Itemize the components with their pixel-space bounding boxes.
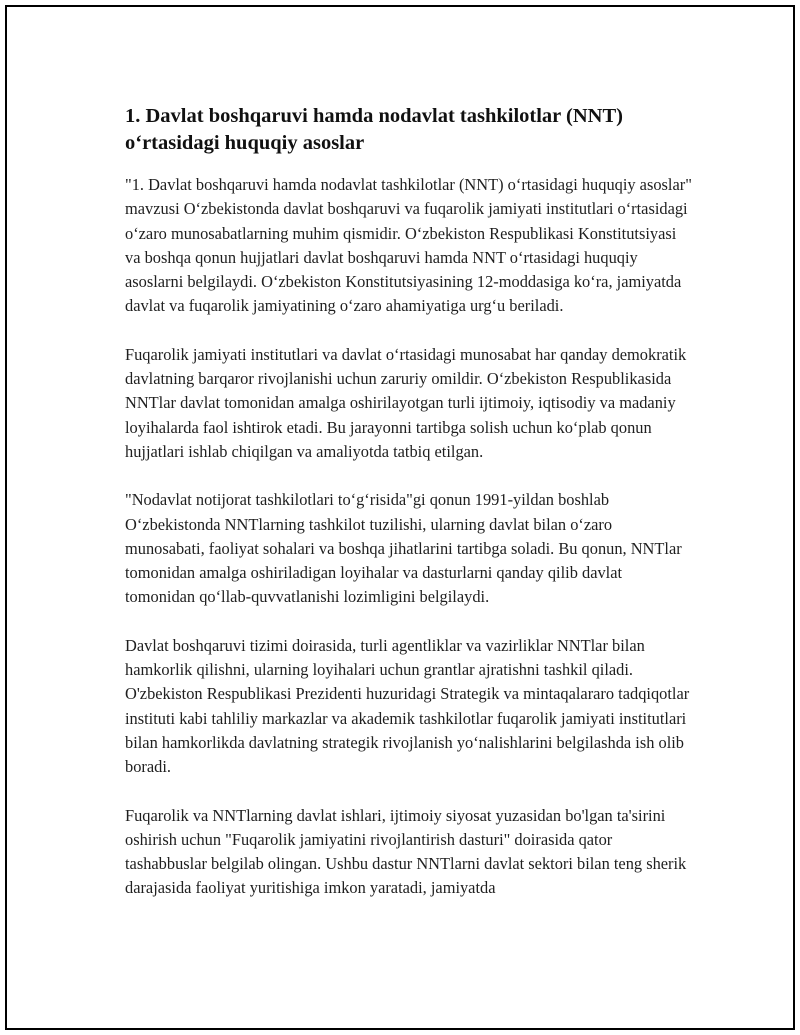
document-page [5,5,795,1030]
paragraph-5: Fuqarolik va NNTlarning davlat ishlari, ijtimoiy siyosat yuzasidan bo'lgan ta'sirini oshirish uchun "Fuqarolik jamiyatini rivojlantirish dasturi" doirasida qator tashabbuslar belgilab olingan. Ushbu dastur NNTlarni davlat sektori bilan teng sherik darajasida faoliyat yuritishiga imkon yaratadi, jamiyatda [125,805,687,898]
document-body [125,103,695,925]
document-heading: 1. Davlat boshqaruvi hamda nodavlat tashkilotlar (NNT) o‘rtasidagi huquqiy asoslar [125,105,623,154]
paragraph-1: "1. Davlat boshqaruvi hamda nodavlat tashkilotlar (NNT) o‘rtasidagi huquqiy asoslar" mavzusi O‘zbekistonda davlat boshqaruvi va fuqarolik jamiyati institutlari o‘rtasidagi o‘zaro munosabatlarning muhim qismidir. O‘zbekiston Respublikasi Konstitutsiyasi va boshqa qonun hujjatlari davlat boshqaruvi hamda NNT o‘rtasidagi huquqiy asoslarni belgilaydi. O‘zbekiston Konstitutsiyasining 12-moddasiga ko‘ra, jamiyatda davlat va fuqarolik jamiyatining o‘zaro ahamiyatiga urg‘u beriladi. [125,175,692,316]
paragraph-2: Fuqarolik jamiyati institutlari va davlat o‘rtasidagi munosabat har qanday demokratik davlatning barqaror rivojlanishi uchun zaruriy omildir. O‘zbekiston Respublikasida NNTlar davlat tomonidan amalga oshirilayotgan turli ijtimoiy, iqtisodiy va madaniy loyihalarda faol ishtirok etadi. Bu jarayonni tartibga solish uchun ko‘plab qonun hujjatlari ishlab chiqilgan va amaliyotda tatbiq etilgan. [125,344,687,461]
paragraph-4: Davlat boshqaruvi tizimi doirasida, turli agentliklar va vazirliklar NNTlar bilan hamkorlik qilishni, ularning loyihalari uchun grantlar ajratishni tashkil qiladi. O'zbekiston Respublikasi Prezidenti huzuridagi Strategik va mintaqalararo tadqiqotlar instituti kabi tahliliy markazlar va akademik tashkilotlar fuqarolik jamiyati institutlari bilan hamkorlikda davlatning strategik rivojlanish yo‘nalishlarini belgilashda ish olib boradi. [125,635,690,777]
paragraph-3: "Nodavlat notijorat tashkilotlari to‘g‘risida"gi qonun 1991-yildan boshlab O‘zbekistonda NNTlarning tashkilot tuzilishi, ularning davlat bilan o‘zaro munosabati, faoliyat sohalari va boshqa jihatlarini tartibga soladi. Bu qonun, NNTlar tomonidan amalga oshiriladigan loyihalar va dasturlarni qanday qilib davlat tomonidan qo‘llab-quvvatlanishi lozimligini belgilaydi. [125,490,682,607]
